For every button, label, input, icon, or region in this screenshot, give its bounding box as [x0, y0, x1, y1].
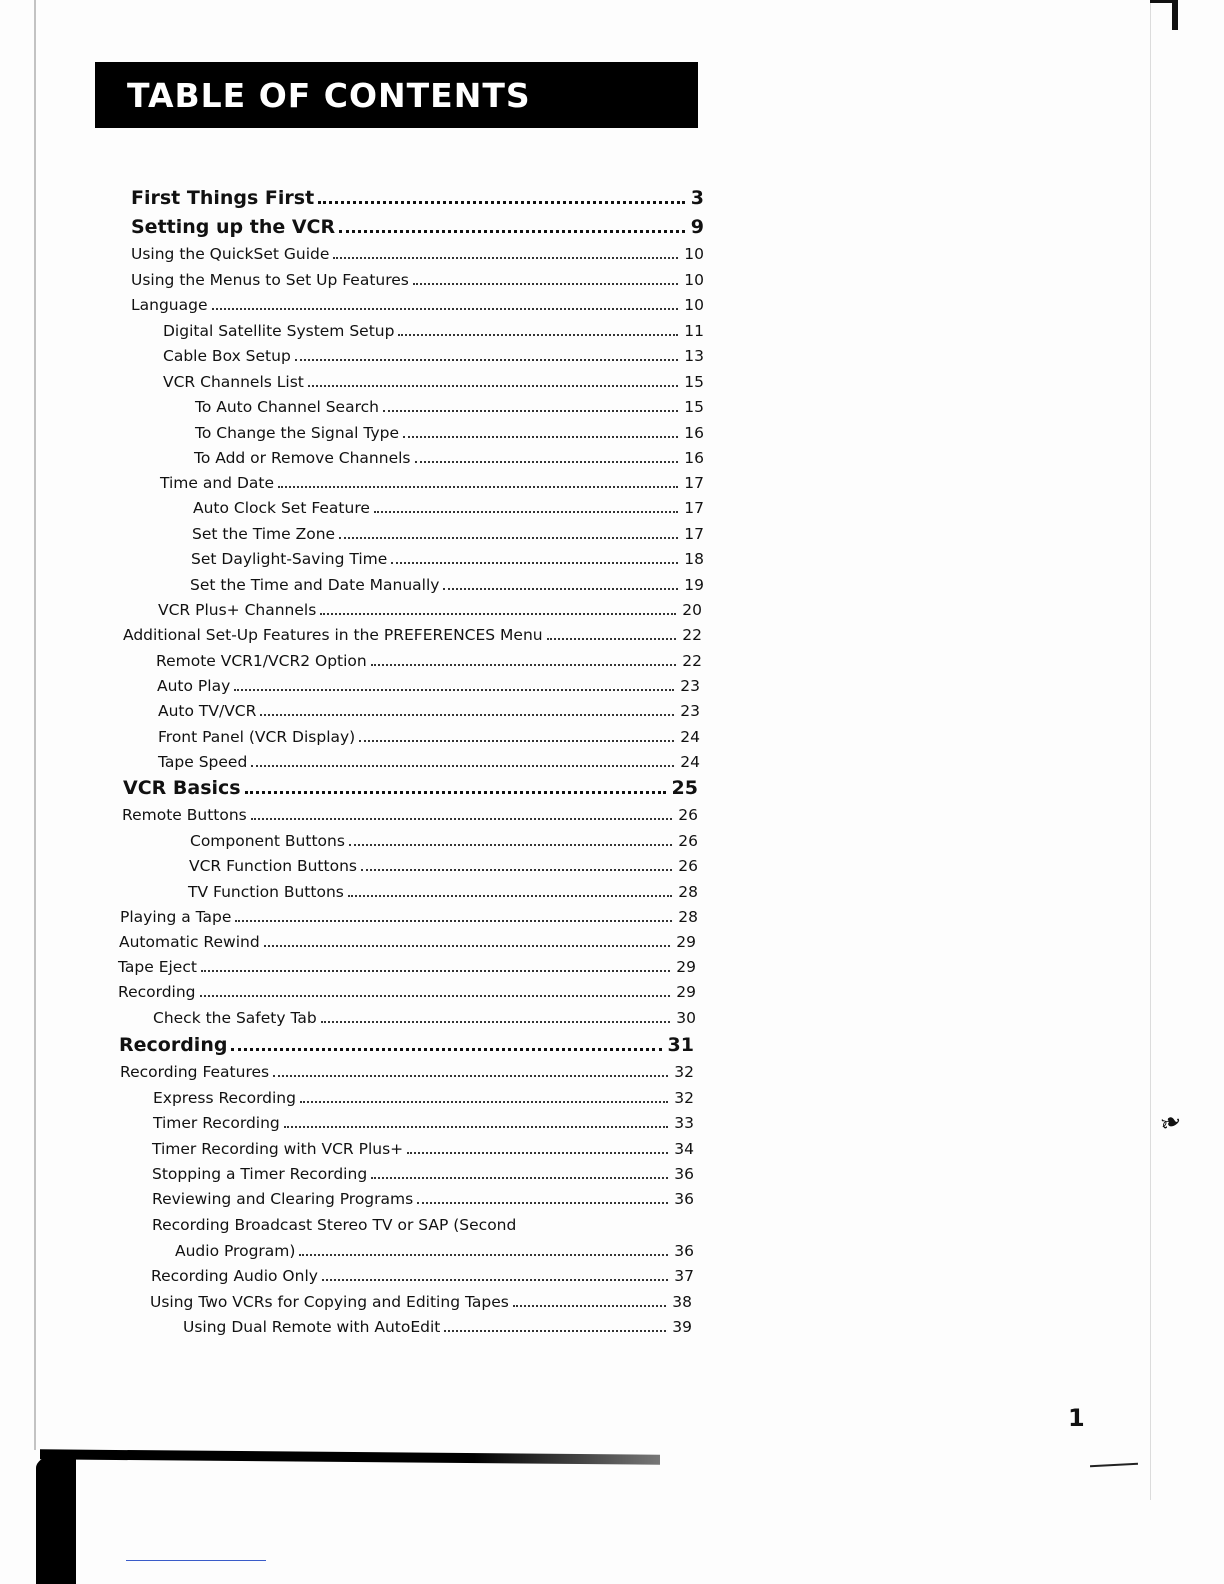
dot-leader	[245, 791, 666, 794]
toc-entry-page: 31	[667, 1034, 694, 1056]
toc-entry-page: 23	[680, 677, 700, 695]
toc-entry	[190, 575, 704, 595]
toc-entry-page: 37	[674, 1267, 694, 1285]
toc-entry-page: 38	[672, 1293, 692, 1311]
toc-entry	[118, 982, 696, 1002]
toc-entry-page: 30	[676, 1009, 696, 1027]
toc-entry-title: Setting up the VCR	[131, 216, 336, 238]
toc-entry	[153, 1088, 694, 1108]
binding-mark: ❧	[1155, 1105, 1187, 1141]
toc-entry	[157, 676, 700, 696]
toc-entry-title: Additional Set-Up Features in the PREFERENCES Menu	[123, 626, 543, 644]
toc-entry	[192, 524, 704, 544]
toc-entry-title: Playing a Tape	[120, 908, 232, 926]
bottom-corner-block	[36, 1452, 76, 1584]
toc-entry-page: 10	[684, 296, 704, 314]
toc-entry-page: 36	[674, 1165, 694, 1183]
toc-entry	[131, 244, 704, 264]
toc-entry-page: 16	[684, 424, 704, 442]
toc-entry-title: VCR Basics	[123, 777, 241, 799]
dot-leader	[318, 201, 685, 204]
dot-leader	[299, 1254, 668, 1256]
toc-entry	[189, 856, 698, 876]
dot-leader	[407, 1152, 668, 1154]
toc-entry-title: Recording	[119, 1034, 228, 1056]
toc-entry-page: 29	[676, 933, 696, 951]
toc-entry-title: Component Buttons	[190, 832, 345, 850]
dot-leader	[273, 1075, 668, 1077]
toc-entry-page: 25	[671, 777, 698, 799]
dot-leader	[374, 511, 678, 513]
dot-leader	[251, 818, 673, 820]
toc-entry-title: Front Panel (VCR Display)	[158, 728, 356, 746]
dot-leader	[201, 970, 670, 972]
toc-entry-title: Express Recording	[153, 1089, 296, 1107]
toc-entry-page: 29	[676, 958, 696, 976]
toc-entry-title: Set the Time Zone	[192, 525, 336, 543]
toc-entry	[152, 1164, 694, 1184]
toc-entry	[183, 1317, 692, 1337]
toc-entry-title: Automatic Rewind	[119, 933, 260, 951]
toc-entry-page: 33	[674, 1114, 694, 1132]
toc-entry	[158, 727, 700, 747]
toc-entry	[195, 423, 704, 443]
dot-leader	[200, 995, 671, 997]
toc-entry	[163, 346, 704, 366]
toc-entry	[131, 295, 704, 315]
dot-leader	[333, 257, 678, 259]
toc-entry	[122, 805, 698, 825]
toc-entry-page: 29	[676, 983, 696, 1001]
toc-entry-page: 32	[674, 1089, 694, 1107]
toc-entry	[118, 957, 696, 977]
dot-leader	[284, 1126, 669, 1128]
dot-leader	[383, 410, 678, 412]
toc-entry-page: 10	[684, 245, 704, 263]
dot-leader	[278, 486, 678, 488]
toc-entry-title: Language	[131, 296, 208, 314]
dot-leader	[339, 230, 685, 233]
dot-leader	[339, 537, 678, 539]
toc-entry-page: 20	[682, 601, 702, 619]
toc-entry-page: 17	[684, 474, 704, 492]
dot-leader	[348, 895, 672, 897]
toc-entry-title: Reviewing and Clearing Programs	[152, 1190, 414, 1208]
toc-entry-title: VCR Function Buttons	[189, 857, 357, 875]
toc-entry-title: Using the Menus to Set Up Features	[131, 271, 409, 289]
toc-entry-title: First Things First	[131, 187, 315, 209]
toc-entry-page: 19	[684, 576, 704, 594]
dot-leader	[413, 283, 678, 285]
toc-entry	[195, 397, 704, 417]
toc-entry	[131, 186, 704, 210]
dot-leader	[359, 740, 674, 742]
toc-entry	[194, 448, 704, 468]
toc-entry-page: 28	[678, 908, 698, 926]
toc-entry-title: Using the QuickSet Guide	[131, 245, 330, 263]
toc-entry-title: VCR Channels List	[163, 373, 304, 391]
toc-entry	[188, 882, 698, 902]
toc-entry-title: Timer Recording with VCR Plus+	[152, 1140, 404, 1158]
toc-entry-page: 17	[684, 499, 704, 517]
toc-entry-page: 36	[674, 1242, 694, 1260]
dot-leader	[321, 1021, 671, 1023]
toc-entry-page: 32	[674, 1063, 694, 1081]
toc-entry-title: Digital Satellite System Setup	[163, 322, 395, 340]
toc-entry-page: 26	[678, 832, 698, 850]
toc-entry	[152, 1139, 694, 1159]
dot-leader	[371, 1177, 668, 1179]
toc-entry-page: 23	[680, 702, 700, 720]
toc-entry	[152, 1215, 516, 1235]
dot-leader	[349, 844, 672, 846]
toc-entry	[163, 372, 704, 392]
toc-entry	[175, 1241, 694, 1261]
toc-entry	[131, 215, 704, 239]
dot-leader	[443, 588, 678, 590]
toc-entry-page: 34	[674, 1140, 694, 1158]
dot-leader	[231, 1048, 661, 1051]
dot-leader	[371, 664, 677, 666]
toc-entry-title: Using Two VCRs for Copying and Editing Tapes	[150, 1293, 509, 1311]
toc-entry-title: Check the Safety Tab	[153, 1009, 317, 1027]
dot-leader	[361, 869, 672, 871]
dot-leader	[212, 308, 679, 310]
toc-entry	[120, 1062, 694, 1082]
toc-entry-page: 9	[690, 216, 704, 238]
dot-leader	[444, 1330, 666, 1332]
dot-leader	[234, 689, 674, 691]
toc-entry	[158, 752, 700, 772]
toc-entry-title: TV Function Buttons	[188, 883, 344, 901]
dot-leader	[235, 920, 672, 922]
toc-entry-title: Set the Time and Date Manually	[190, 576, 440, 594]
toc-entry-title: Remote VCR1/VCR2 Option	[156, 652, 367, 670]
dot-leader	[300, 1101, 668, 1103]
toc-entry	[160, 473, 704, 493]
toc-entry-title: To Add or Remove Channels	[194, 449, 411, 467]
toc-entry-page: 22	[682, 652, 702, 670]
toc-entry-page: 13	[684, 347, 704, 365]
toc-entry	[131, 270, 704, 290]
toc-entry	[123, 625, 702, 645]
toc-entry	[158, 600, 702, 620]
toc-entry	[153, 1113, 694, 1133]
toc-entry-page: 28	[678, 883, 698, 901]
dot-leader	[251, 765, 674, 767]
toc-entry-title: Tape Speed	[158, 753, 248, 771]
dot-leader	[417, 1202, 668, 1204]
toc-entry-page: 36	[674, 1190, 694, 1208]
toc-entry-page: 16	[684, 449, 704, 467]
toc-entry	[123, 776, 698, 800]
toc-entry-title: To Change the Signal Type	[195, 424, 400, 442]
toc-entry-page: 24	[680, 753, 700, 771]
toc-entry	[191, 549, 704, 569]
toc-entry-page: 24	[680, 728, 700, 746]
toc-entry	[119, 932, 696, 952]
toc-entry-page: 15	[684, 373, 704, 391]
toc-entry-title: Time and Date	[160, 474, 274, 492]
toc-entry-page: 39	[672, 1318, 692, 1336]
dot-leader	[415, 461, 679, 463]
toc-entry-title: Recording	[118, 983, 196, 1001]
toc-entry	[119, 1033, 694, 1057]
toc-entry-title: Recording Features	[120, 1063, 270, 1081]
toc-entry-title: Timer Recording	[153, 1114, 280, 1132]
toc-entry-title: Auto TV/VCR	[158, 702, 257, 720]
toc-entry-page: 17	[684, 525, 704, 543]
toc-entry-title: VCR Plus+ Channels	[158, 601, 317, 619]
toc-entry-title: Cable Box Setup	[163, 347, 291, 365]
toc-entry-title: Set Daylight-Saving Time	[191, 550, 388, 568]
toc-entry-title: Tape Eject	[118, 958, 197, 976]
toc-entry	[152, 1189, 694, 1209]
dot-leader	[320, 613, 676, 615]
toc-entry-title: To Auto Channel Search	[195, 398, 379, 416]
toc-entry-page: 26	[678, 857, 698, 875]
toc-entry-title: Auto Clock Set Feature	[193, 499, 370, 517]
dot-leader	[322, 1279, 668, 1281]
dot-leader	[513, 1305, 666, 1307]
toc-entry-title: Using Dual Remote with AutoEdit	[183, 1318, 441, 1336]
dot-leader	[391, 562, 678, 564]
toc-entry-page: 15	[684, 398, 704, 416]
toc-entry-page: 26	[678, 806, 698, 824]
toc-entry	[150, 1292, 692, 1312]
toc-entry-page: 22	[682, 626, 702, 644]
toc-entry-title: Recording Broadcast Stereo TV or SAP (Second	[152, 1216, 517, 1234]
toc-entry-title: Recording Audio Only	[151, 1267, 318, 1285]
dot-leader	[308, 385, 678, 387]
toc-entry	[158, 701, 700, 721]
toc-entry-title: Remote Buttons	[122, 806, 247, 824]
dot-leader	[295, 359, 678, 361]
toc-entry	[193, 498, 704, 518]
page-title: TABLE OF CONTENTS	[127, 75, 531, 115]
toc-entry-title: Stopping a Timer Recording	[152, 1165, 368, 1183]
toc-entry-page: 3	[690, 187, 704, 209]
bottom-underline	[126, 1560, 266, 1561]
toc-entry	[153, 1008, 696, 1028]
toc-entry-page: 10	[684, 271, 704, 289]
dot-leader	[398, 334, 678, 336]
dot-leader	[403, 436, 678, 438]
page-number: 1	[1068, 1404, 1085, 1432]
toc-entry-title: Auto Play	[157, 677, 231, 695]
toc-entry	[190, 831, 698, 851]
dot-leader	[260, 714, 674, 716]
toc-entry	[163, 321, 704, 341]
toc-entry-page: 11	[684, 322, 704, 340]
dot-leader	[547, 638, 677, 640]
toc-entry-title: Audio Program)	[175, 1242, 296, 1260]
toc-entry	[156, 651, 702, 671]
dot-leader	[264, 945, 671, 947]
toc-entry	[151, 1266, 694, 1286]
toc-entry-page: 18	[684, 550, 704, 568]
toc-entry	[120, 907, 698, 927]
